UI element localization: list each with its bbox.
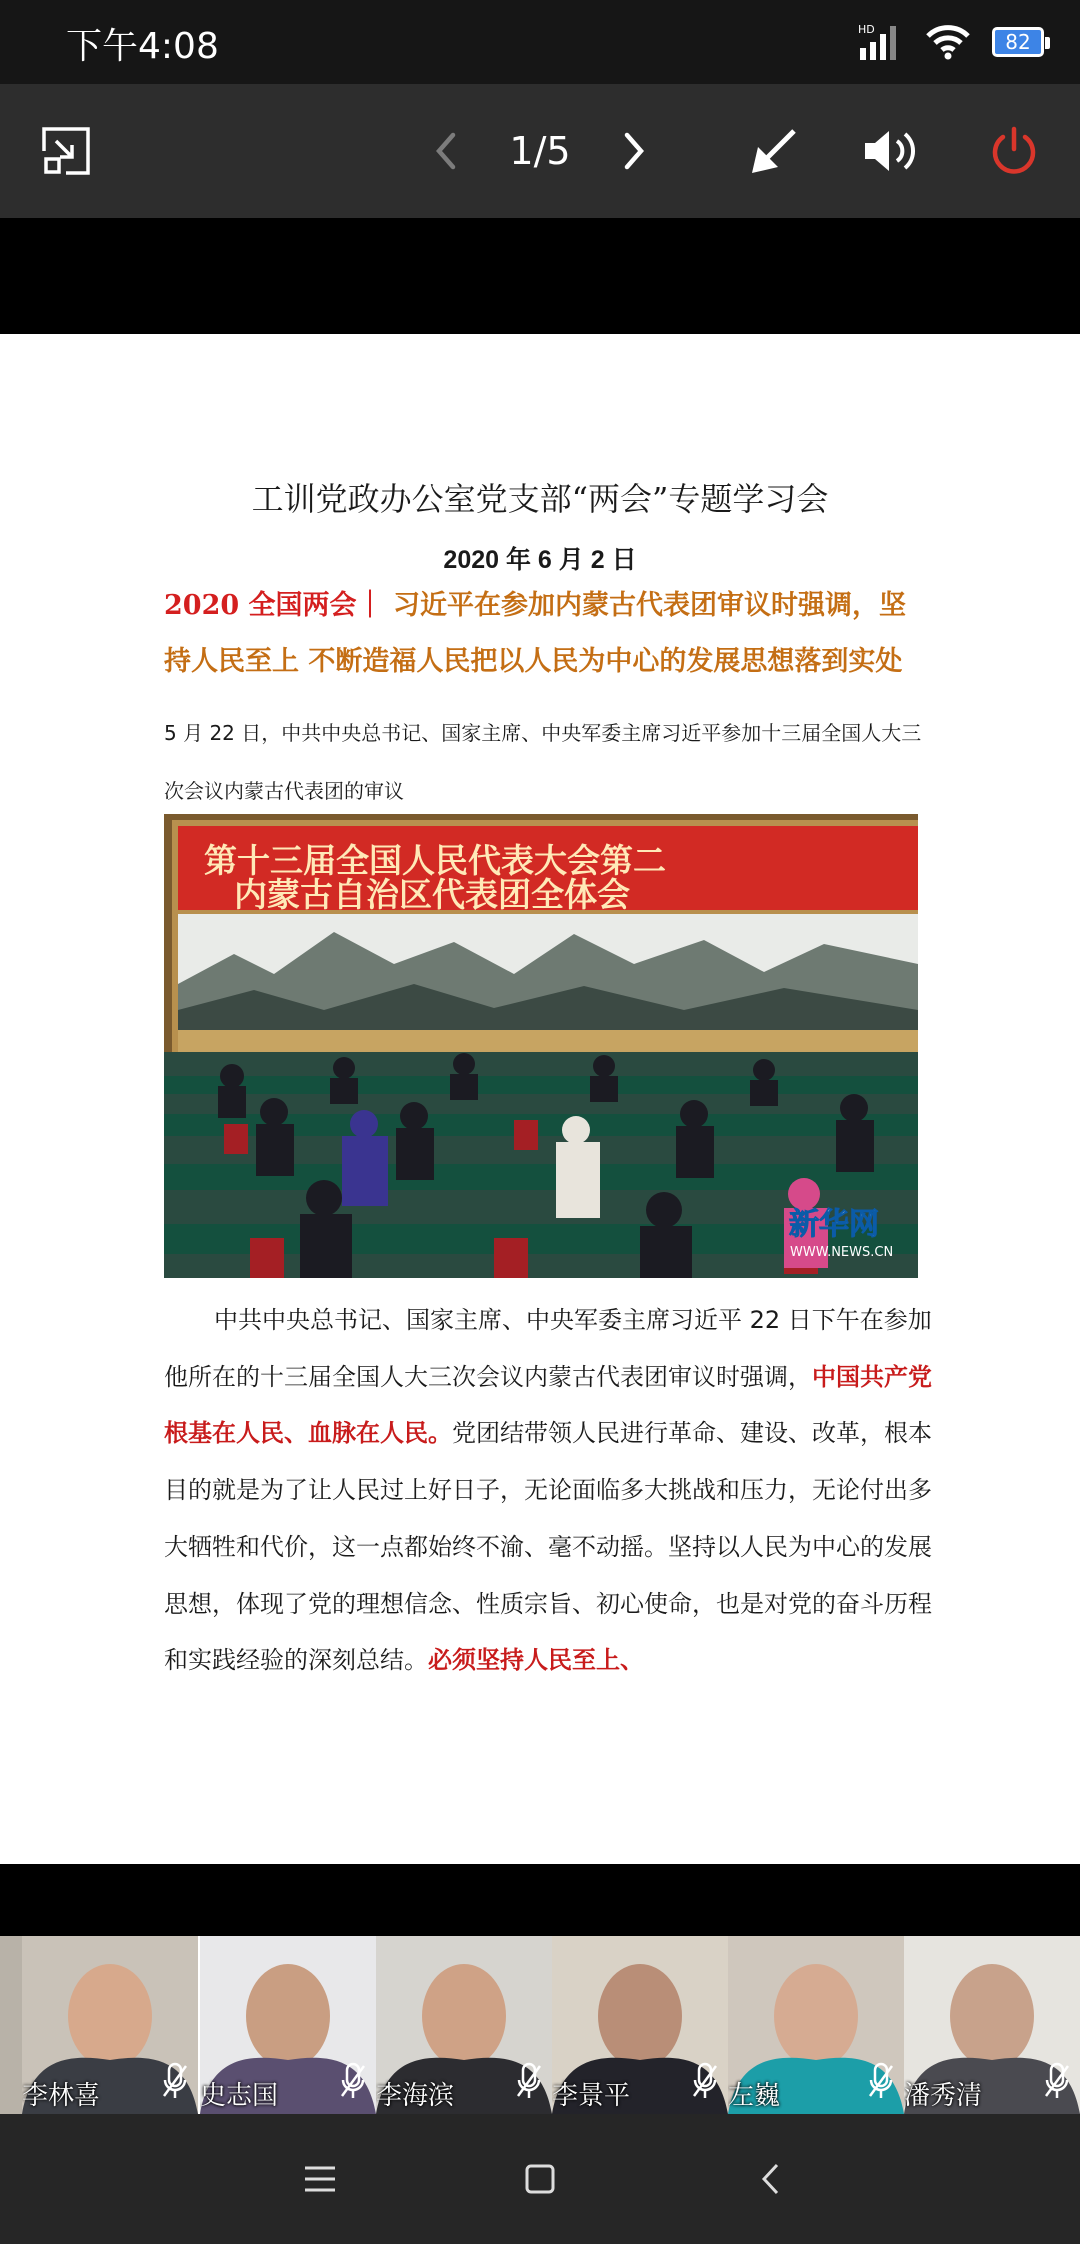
document-title: 工训党政办公室党支部“两会”专题学习会 bbox=[251, 480, 829, 518]
body-paragraph-2: 党团结带领人民进行革命、建设、改革，根本目的就是为了让人民过上好日子，无论面临多大挑战和压力，无论付出多大牺牲和代价，这一点都始终不渝、毫不动摇。坚持以人民为中心的发展思想，体现了党的理想信念、性质宗旨、初心使命，也是对党的奋斗历程和实践经验的深刻总结。 bbox=[164, 1419, 932, 1675]
minimize-button[interactable] bbox=[744, 84, 804, 218]
participant-name: 潘秀清 bbox=[904, 2081, 983, 2111]
status-bar bbox=[0, 0, 1080, 84]
article-lead: 5 月 22 日，中共中央总书记、国家主席、中央军委主席习近平参加十三届全国人大三次会议内蒙古代表团的审议 bbox=[164, 721, 922, 803]
previous-page-button[interactable] bbox=[420, 84, 470, 218]
network-type-label: HD bbox=[858, 23, 875, 36]
document-date: 2020 年 6 月 2 日 bbox=[443, 546, 637, 574]
menu-button[interactable] bbox=[300, 2149, 340, 2209]
page-separator: / bbox=[533, 129, 547, 173]
power-icon bbox=[988, 125, 1040, 177]
participant-name: 李林喜 bbox=[22, 2081, 101, 2111]
participant-tile[interactable] bbox=[728, 1936, 904, 2114]
body-paragraph-1: 中共中央总书记、国家主席、中央军委主席习近平 22 日下午在参加他所在的十三届全国人大三次会议内蒙古代表团审议时强调， bbox=[164, 1306, 932, 1391]
audio-button[interactable] bbox=[860, 84, 924, 218]
status-icons bbox=[858, 20, 1044, 64]
wifi-icon bbox=[926, 24, 970, 60]
chevron-right-icon bbox=[623, 131, 647, 171]
microphone-muted-icon bbox=[1044, 2062, 1070, 2102]
photo-banner-line1: 第十三届全国人民代表大会第二 bbox=[204, 841, 666, 880]
speaker-icon bbox=[861, 127, 923, 175]
news-photo bbox=[164, 814, 918, 1278]
current-page: 1 bbox=[509, 129, 534, 173]
microphone-muted-icon bbox=[692, 2062, 718, 2102]
body-emphasis-1: 中国共产党根基在人民、血脉在人民。 bbox=[164, 1362, 932, 1448]
participant-tile[interactable] bbox=[376, 1936, 552, 2114]
participant-tile[interactable] bbox=[552, 1936, 728, 2114]
headline-tag: 2020 全国两会｜ bbox=[164, 590, 384, 621]
participant-name: 李景平 bbox=[552, 2081, 631, 2111]
page-indicator bbox=[470, 84, 610, 218]
participant-name: 史志国 bbox=[200, 2081, 279, 2111]
shared-document bbox=[0, 334, 1080, 1864]
chevron-left-icon bbox=[433, 131, 457, 171]
article-body bbox=[164, 1292, 934, 1689]
system-navigation-bar bbox=[0, 2114, 1080, 2244]
back-button[interactable] bbox=[750, 2149, 790, 2209]
back-icon bbox=[759, 2162, 781, 2196]
photo-watermark-url: WWW.NEWS.CN bbox=[790, 1245, 894, 1260]
end-meeting-button[interactable] bbox=[984, 84, 1044, 218]
microphone-muted-icon bbox=[868, 2062, 894, 2102]
participant-tile-partial[interactable] bbox=[0, 1936, 22, 2114]
signal-icon bbox=[858, 22, 904, 62]
arrow-down-left-icon bbox=[748, 125, 800, 177]
home-square-icon bbox=[524, 2163, 556, 2195]
total-pages: 5 bbox=[546, 129, 571, 173]
article-headline bbox=[164, 578, 924, 690]
exit-fullscreen-button[interactable] bbox=[30, 84, 102, 218]
participant-tile[interactable] bbox=[200, 1936, 376, 2114]
status-time: 下午4:08 bbox=[66, 26, 219, 67]
microphone-muted-icon bbox=[516, 2062, 542, 2102]
participant-name: 李海滨 bbox=[376, 2081, 455, 2111]
home-button[interactable] bbox=[520, 2149, 560, 2209]
collapse-icon bbox=[40, 125, 92, 177]
headline-text: 习近平在参加内蒙古代表团审议时强调，坚持人民至上 不断造福人民把以人民为中心的发展思想落到实处 bbox=[164, 590, 906, 677]
letterbox-bottom bbox=[0, 1864, 1080, 1936]
menu-icon bbox=[303, 2164, 337, 2194]
participant-tile[interactable] bbox=[22, 1936, 198, 2114]
microphone-muted-icon bbox=[162, 2062, 188, 2102]
next-page-button[interactable] bbox=[610, 84, 660, 218]
battery-indicator: 82 bbox=[992, 27, 1044, 57]
body-emphasis-2: 必须坚持人民至上、 bbox=[428, 1646, 644, 1675]
participant-tile[interactable] bbox=[904, 1936, 1080, 2114]
participant-name: 左巍 bbox=[728, 2081, 781, 2111]
presentation-toolbar bbox=[0, 84, 1080, 218]
letterbox-top bbox=[0, 218, 1080, 334]
meeting-photo-illustration bbox=[164, 814, 918, 1278]
photo-watermark: 新华网 bbox=[789, 1207, 879, 1242]
photo-banner-line2: 内蒙古自治区代表团全体会 bbox=[234, 875, 630, 914]
microphone-muted-icon bbox=[340, 2062, 366, 2102]
participant-strip[interactable] bbox=[0, 1936, 1080, 2114]
